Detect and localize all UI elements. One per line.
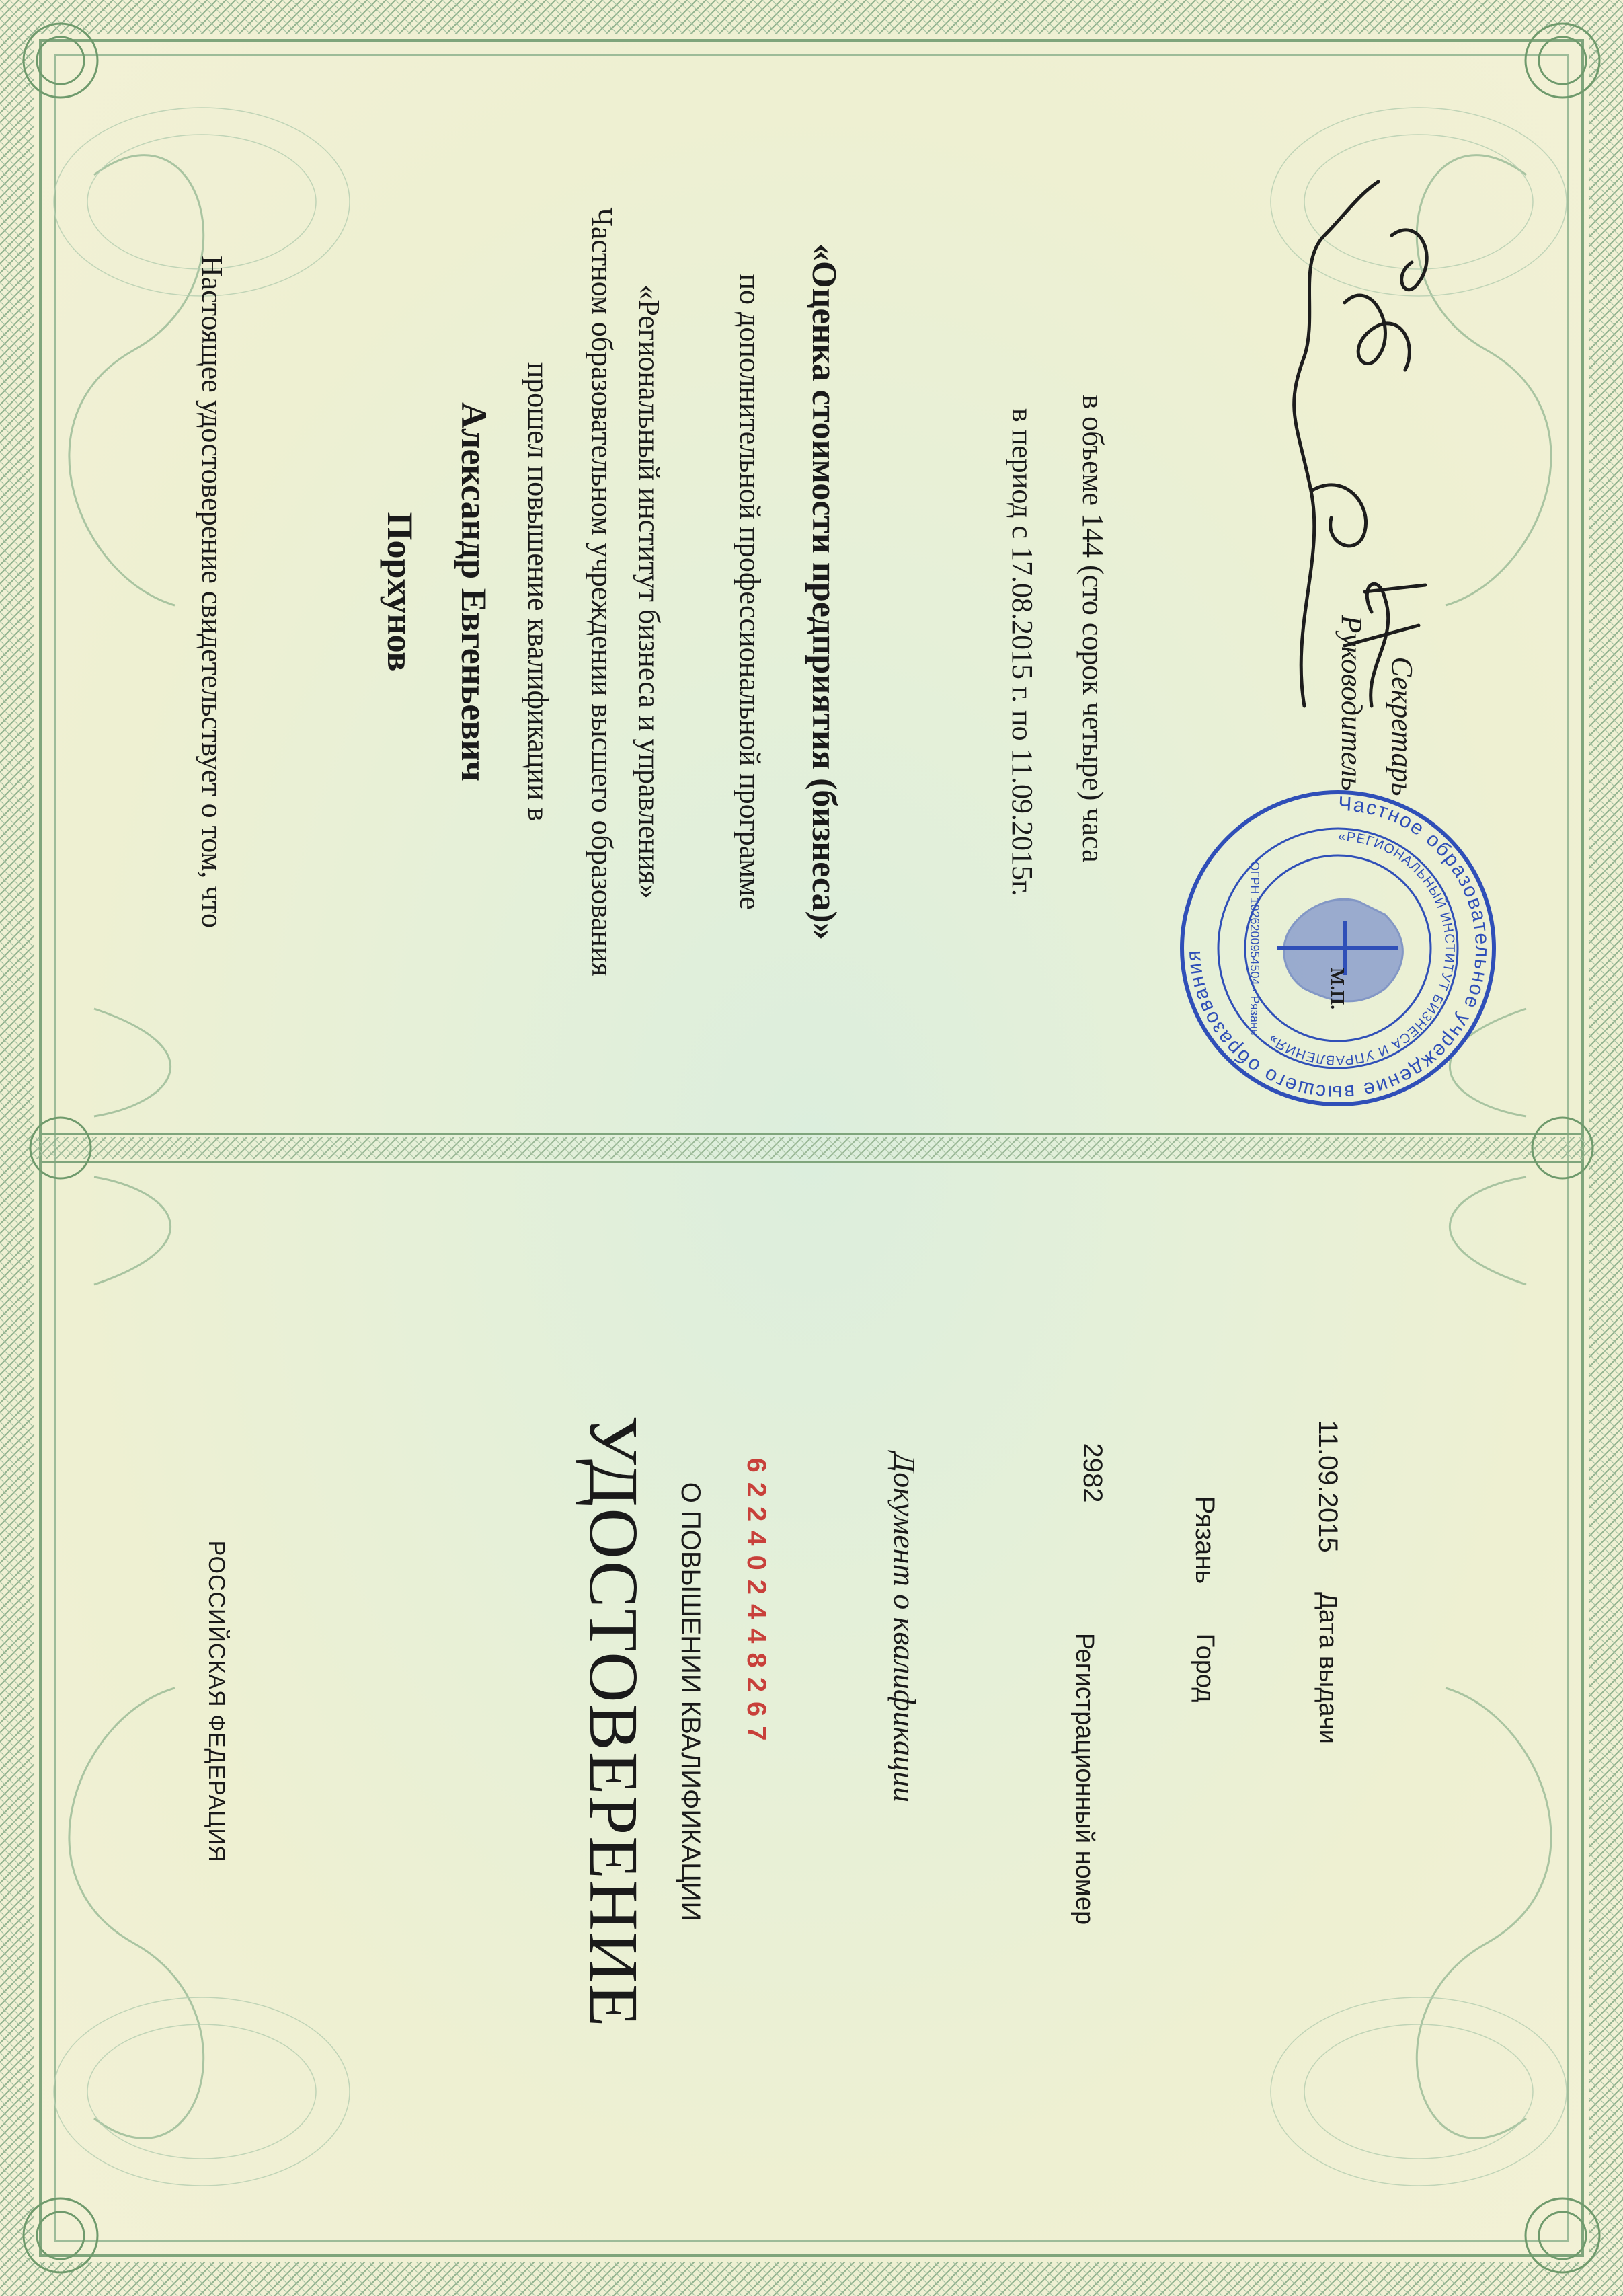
issue-date-label: Дата выдачи xyxy=(1314,1592,1342,1744)
document-title: УДОСТОВЕРЕНИЕ xyxy=(575,1415,652,2028)
secretary-label: Секретарь xyxy=(1386,656,1419,796)
passed-text: прошел повышение квалификации в xyxy=(522,362,555,822)
official-stamp xyxy=(1177,787,1499,1110)
doc-type-label: Документ о квалификации xyxy=(887,1452,922,1803)
program-intro: по дополнительной профессиональной программе xyxy=(734,274,766,910)
head-label: Руководитель xyxy=(1335,615,1368,791)
program-name: «Оценка стоимости предприятия (бизнеса)» xyxy=(805,243,843,940)
document-subtitle: О ПОВЫШЕНИИ КВАЛИФИКАЦИИ xyxy=(676,1482,705,1921)
city-label: Город xyxy=(1191,1633,1219,1703)
stamp-inner-text: «РЕГИОНАЛЬНЫЙ ИНСТИТУТ БИЗНЕСА И УПРАВЛЕНИЯ» xyxy=(1265,829,1458,1068)
reg-number-label: Регистрационный номер xyxy=(1070,1632,1099,1925)
stamp-outer-text: Частное образовательное учреждение высшего образования xyxy=(1182,792,1494,1104)
issue-date-value: 11.09.2015 xyxy=(1313,1420,1343,1553)
institution-line-2: «Региональный институт бизнеса и управления» xyxy=(633,284,666,899)
recipient-name: Александр Евгеньевич xyxy=(454,402,494,781)
intro-text: Настоящее удостоверение свидетельствует о том, что xyxy=(196,255,229,929)
reg-number-value: 2982 xyxy=(1078,1443,1107,1503)
signatures-image xyxy=(1264,155,1466,733)
serial-number: 622402448267 xyxy=(742,1457,771,1751)
study-volume: в объеме 144 (сто сорок четыре) часа xyxy=(1076,395,1109,863)
recipient-surname: Порхунов xyxy=(380,512,420,672)
country-label: РОССИЙСКАЯ ФЕДЕРАЦИЯ xyxy=(204,1540,229,1863)
city-value: Рязань xyxy=(1190,1496,1220,1584)
stamp-mp: М.П. xyxy=(1327,967,1347,1010)
study-period: в период с 17.08.2015 г. по 11.09.2015г. xyxy=(1006,408,1039,897)
stamp-ogrn: ОГРН 1026200954504 · Рязань xyxy=(1248,861,1261,1036)
institution-line-1: Частном образовательном учреждении высшего образования xyxy=(586,207,619,977)
